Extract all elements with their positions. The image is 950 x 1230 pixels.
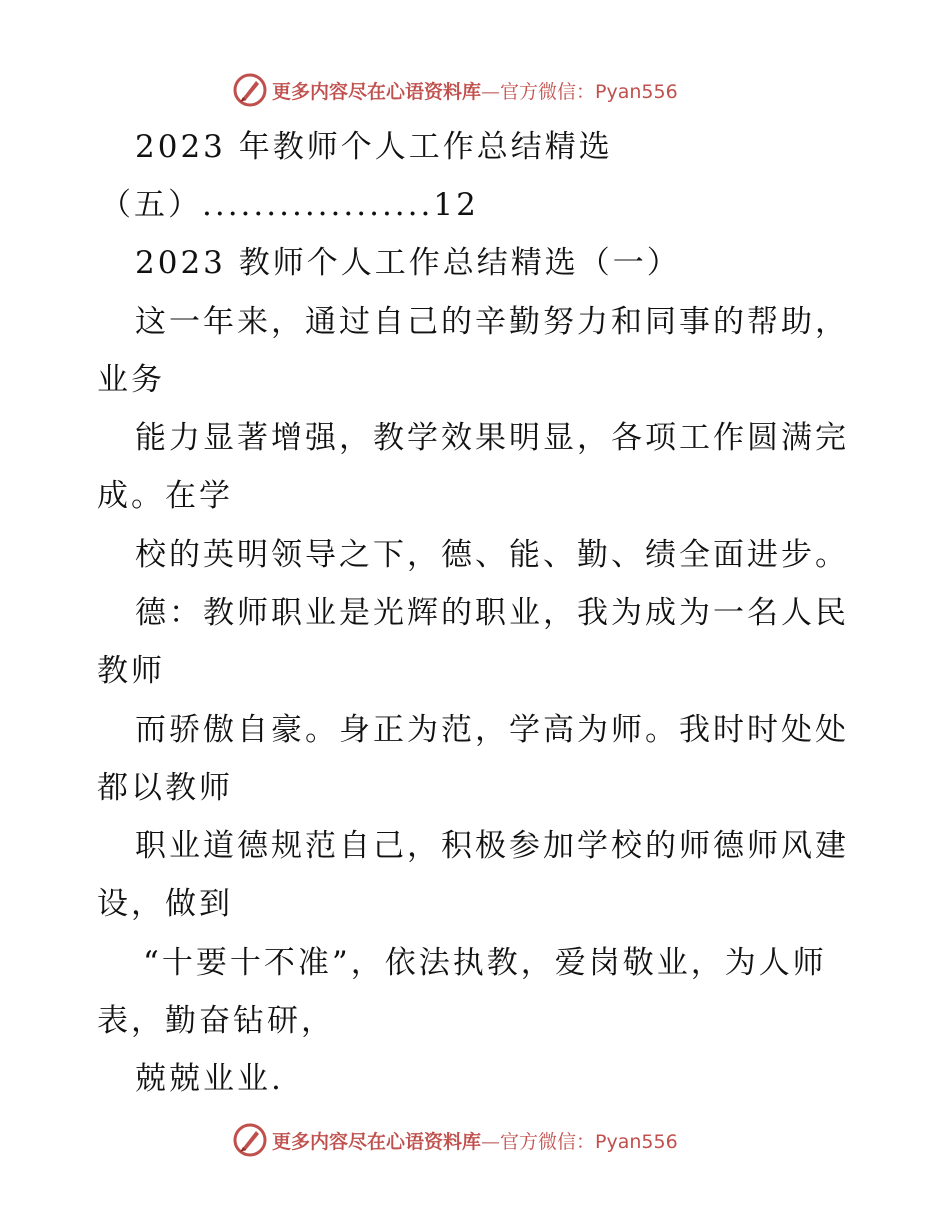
banner-wechat-label: 官方微信： xyxy=(500,1130,596,1153)
banner-text xyxy=(272,77,678,104)
banner-wechat-id: Pyan556 xyxy=(595,1130,678,1153)
header-banner xyxy=(232,70,678,110)
paragraph-line: 这一年来，通过自己的辛勤努力和同事的帮助， xyxy=(135,304,849,340)
paragraph-line: 表，勤奋钻研， xyxy=(97,1003,335,1039)
paragraph-line: 校的英明领导之下，德、能、勤、绩全面进步。 xyxy=(135,537,849,573)
banner-library: 更多内容尽在心语资料库 xyxy=(272,1130,482,1153)
toc-line: 2023 年教师个人工作总结精选 xyxy=(135,129,613,165)
paragraph-line: “十要十不准”，依法执教，爱岗敬业，为人师 xyxy=(143,945,827,981)
section-title: 2023 教师个人工作总结精选（一） xyxy=(135,245,681,281)
toc-line-page: （五）..................12 xyxy=(100,187,479,223)
banner-wechat-id: Pyan556 xyxy=(595,80,678,103)
paragraph-line: 成。在学 xyxy=(97,478,233,514)
banner-wechat-label: 官方微信： xyxy=(500,80,596,103)
red-quill-logo-icon xyxy=(232,72,268,108)
footer-banner xyxy=(232,1120,678,1160)
paragraph-line: 德：教师职业是光辉的职业，我为成为一名人民 xyxy=(135,595,849,631)
banner-library: 更多内容尽在心语资料库 xyxy=(272,80,482,103)
banner-text xyxy=(272,1127,678,1154)
paragraph-line: 兢兢业业. xyxy=(135,1061,284,1097)
paragraph-line: 而骄傲自豪。身正为范，学高为师。我时时处处 xyxy=(135,712,849,748)
paragraph-line: 设，做到 xyxy=(97,886,233,922)
paragraph-line: 都以教师 xyxy=(97,770,233,806)
paragraph-line: 教师 xyxy=(97,653,165,689)
red-quill-logo-icon xyxy=(232,1122,268,1158)
banner-separator: — xyxy=(481,80,501,103)
paragraph-line: 职业道德规范自己，积极参加学校的师德师风建 xyxy=(135,828,849,864)
paragraph-line: 能力显著增强，教学效果明显，各项工作圆满完 xyxy=(135,420,849,456)
paragraph-line: 业务 xyxy=(97,362,165,398)
banner-separator: — xyxy=(481,1130,501,1153)
